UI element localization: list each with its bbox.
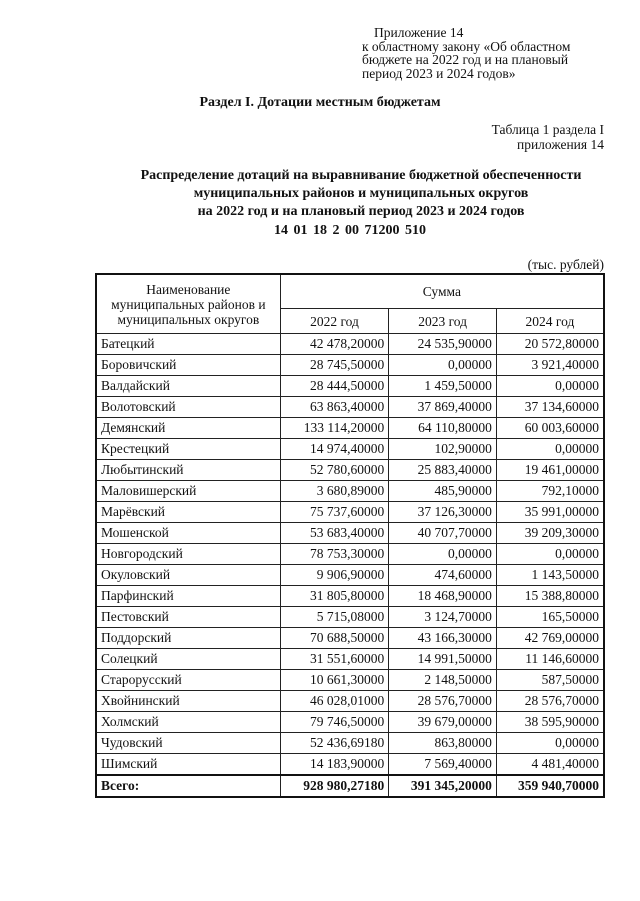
value-2023: 102,90000 bbox=[389, 439, 497, 460]
value-2022: 63 863,40000 bbox=[280, 397, 389, 418]
value-2022: 31 551,60000 bbox=[280, 649, 389, 670]
district-name: Батецкий bbox=[96, 334, 280, 355]
title-line: Распределение дотаций на выравнивание бюджетной обеспеченности bbox=[140, 168, 582, 183]
appendix-line: Приложение 14 bbox=[374, 25, 464, 40]
table-row bbox=[96, 670, 604, 691]
value-2024: 165,50000 bbox=[496, 607, 604, 628]
value-2022: 52 436,69180 bbox=[280, 733, 389, 754]
table-reference bbox=[492, 122, 604, 152]
district-name: Демянский bbox=[96, 418, 280, 439]
total-label: Всего: bbox=[96, 775, 280, 797]
table-row bbox=[96, 523, 604, 544]
value-2023: 43 166,30000 bbox=[389, 628, 497, 649]
value-2024: 4 481,40000 bbox=[496, 754, 604, 776]
value-2023: 1 459,50000 bbox=[389, 376, 497, 397]
value-2024: 3 921,40000 bbox=[496, 355, 604, 376]
district-name: Валдайский bbox=[96, 376, 280, 397]
title-line: на 2022 год и на плановый период 2023 и 2024 годов bbox=[197, 204, 525, 219]
total-value: 359 940,70000 bbox=[496, 775, 604, 797]
value-2022: 42 478,20000 bbox=[280, 334, 389, 355]
value-2024: 587,50000 bbox=[496, 670, 604, 691]
district-name: Чудовский bbox=[96, 733, 280, 754]
district-name: Окуловский bbox=[96, 565, 280, 586]
header-name: Наименование муниципальных районов и муниципальных округов bbox=[96, 274, 280, 334]
header-year: 2023 год bbox=[389, 309, 497, 334]
value-2022: 14 974,40000 bbox=[280, 439, 389, 460]
value-2024: 1 143,50000 bbox=[496, 565, 604, 586]
budget-code: 14 01 18 2 00 71200 510 bbox=[274, 223, 426, 238]
header-sum: Сумма bbox=[280, 274, 604, 309]
value-2024: 792,10000 bbox=[496, 481, 604, 502]
district-name: Любытинский bbox=[96, 460, 280, 481]
value-2024: 0,00000 bbox=[496, 544, 604, 565]
value-2024: 37 134,60000 bbox=[496, 397, 604, 418]
district-name: Хвойнинский bbox=[96, 691, 280, 712]
value-2024: 38 595,90000 bbox=[496, 712, 604, 733]
document-title bbox=[0, 167, 640, 221]
table-row bbox=[96, 565, 604, 586]
value-2022: 10 661,30000 bbox=[280, 670, 389, 691]
table-reference-line: Таблица 1 раздела I bbox=[491, 122, 604, 137]
value-2024: 0,00000 bbox=[496, 439, 604, 460]
value-2023: 474,60000 bbox=[389, 565, 497, 586]
table-row bbox=[96, 754, 604, 776]
table-row bbox=[96, 418, 604, 439]
value-2022: 52 780,60000 bbox=[280, 460, 389, 481]
value-2023: 3 124,70000 bbox=[389, 607, 497, 628]
value-2023: 7 569,40000 bbox=[389, 754, 497, 776]
value-2022: 28 745,50000 bbox=[280, 355, 389, 376]
value-2023: 25 883,40000 bbox=[389, 460, 497, 481]
table-row bbox=[96, 691, 604, 712]
value-2023: 64 110,80000 bbox=[389, 418, 497, 439]
value-2022: 46 028,01000 bbox=[280, 691, 389, 712]
table-row bbox=[96, 460, 604, 481]
value-2024: 20 572,80000 bbox=[496, 334, 604, 355]
total-value: 391 345,20000 bbox=[389, 775, 497, 797]
appendix-line: бюджете на 2022 год и на плановый bbox=[362, 52, 569, 67]
value-2024: 0,00000 bbox=[496, 376, 604, 397]
value-2024: 19 461,00000 bbox=[496, 460, 604, 481]
district-name: Старорусский bbox=[96, 670, 280, 691]
table-row bbox=[96, 481, 604, 502]
value-2024: 28 576,70000 bbox=[496, 691, 604, 712]
units-label: (тыс. рублей) bbox=[527, 257, 604, 272]
table-row bbox=[96, 544, 604, 565]
district-name: Шимский bbox=[96, 754, 280, 776]
table-row bbox=[96, 439, 604, 460]
value-2023: 485,90000 bbox=[389, 481, 497, 502]
value-2024: 11 146,60000 bbox=[496, 649, 604, 670]
value-2022: 5 715,08000 bbox=[280, 607, 389, 628]
value-2023: 2 148,50000 bbox=[389, 670, 497, 691]
value-2022: 31 805,80000 bbox=[280, 586, 389, 607]
value-2023: 28 576,70000 bbox=[389, 691, 497, 712]
header-year: 2024 год bbox=[496, 309, 604, 334]
value-2023: 14 991,50000 bbox=[389, 649, 497, 670]
value-2022: 28 444,50000 bbox=[280, 376, 389, 397]
value-2024: 42 769,00000 bbox=[496, 628, 604, 649]
value-2023: 18 468,90000 bbox=[389, 586, 497, 607]
value-2024: 39 209,30000 bbox=[496, 523, 604, 544]
title-line: муниципальных районов и муниципальных округов bbox=[193, 186, 529, 201]
district-name: Поддорский bbox=[96, 628, 280, 649]
table-row bbox=[96, 607, 604, 628]
table-row bbox=[96, 502, 604, 523]
value-2023: 24 535,90000 bbox=[389, 334, 497, 355]
table-reference-line: приложения 14 bbox=[516, 137, 604, 152]
appendix-line: период 2023 и 2024 годов» bbox=[362, 65, 516, 81]
district-name: Волотовский bbox=[96, 397, 280, 418]
value-2022: 53 683,40000 bbox=[280, 523, 389, 544]
district-name: Холмский bbox=[96, 712, 280, 733]
table-row bbox=[96, 733, 604, 754]
district-name: Мошенской bbox=[96, 523, 280, 544]
value-2024: 35 991,00000 bbox=[496, 502, 604, 523]
value-2022: 78 753,30000 bbox=[280, 544, 389, 565]
value-2023: 37 126,30000 bbox=[389, 502, 497, 523]
value-2023: 0,00000 bbox=[389, 544, 497, 565]
total-value: 928 980,27180 bbox=[280, 775, 389, 797]
value-2022: 9 906,90000 bbox=[280, 565, 389, 586]
district-name: Боровичский bbox=[96, 355, 280, 376]
total-row bbox=[96, 775, 604, 797]
appendix-header bbox=[362, 26, 612, 80]
section-title: Раздел I. Дотации местным бюджетам bbox=[199, 95, 441, 110]
table-row bbox=[96, 397, 604, 418]
district-name: Крестецкий bbox=[96, 439, 280, 460]
value-2022: 3 680,89000 bbox=[280, 481, 389, 502]
value-2022: 75 737,60000 bbox=[280, 502, 389, 523]
value-2024: 15 388,80000 bbox=[496, 586, 604, 607]
district-name: Маловишерский bbox=[96, 481, 280, 502]
table-row bbox=[96, 628, 604, 649]
value-2022: 70 688,50000 bbox=[280, 628, 389, 649]
value-2022: 79 746,50000 bbox=[280, 712, 389, 733]
district-name: Солецкий bbox=[96, 649, 280, 670]
table-row bbox=[96, 334, 604, 355]
value-2023: 37 869,40000 bbox=[389, 397, 497, 418]
header-year: 2022 год bbox=[280, 309, 389, 334]
table-row bbox=[96, 586, 604, 607]
table-row bbox=[96, 355, 604, 376]
district-name: Новгородский bbox=[96, 544, 280, 565]
value-2023: 40 707,70000 bbox=[389, 523, 497, 544]
appendix-line: к областному закону «Об областном bbox=[362, 38, 571, 54]
value-2023: 39 679,00000 bbox=[389, 712, 497, 733]
table-row bbox=[96, 376, 604, 397]
subsidy-table bbox=[95, 273, 605, 798]
value-2024: 0,00000 bbox=[496, 733, 604, 754]
value-2022: 14 183,90000 bbox=[280, 754, 389, 776]
district-name: Парфинский bbox=[96, 586, 280, 607]
value-2023: 0,00000 bbox=[389, 355, 497, 376]
value-2024: 60 003,60000 bbox=[496, 418, 604, 439]
value-2023: 863,80000 bbox=[389, 733, 497, 754]
district-name: Марёвский bbox=[96, 502, 280, 523]
table-row bbox=[96, 649, 604, 670]
district-name: Пестовский bbox=[96, 607, 280, 628]
value-2022: 133 114,20000 bbox=[280, 418, 389, 439]
table-row bbox=[96, 712, 604, 733]
